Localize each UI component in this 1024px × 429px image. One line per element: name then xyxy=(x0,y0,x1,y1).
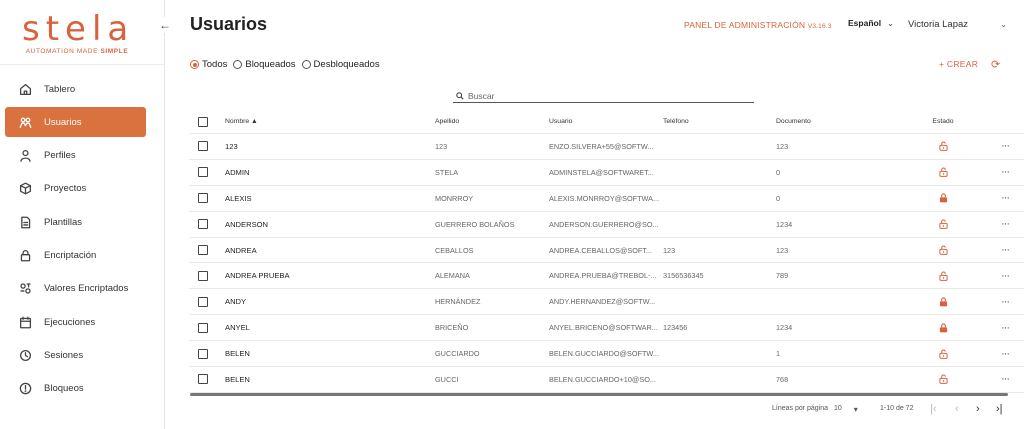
cell-documento: 1234 xyxy=(776,323,793,333)
row-checkbox[interactable] xyxy=(198,219,208,229)
table-row[interactable] xyxy=(189,238,1024,264)
sidebar xyxy=(0,0,165,429)
history-icon xyxy=(18,348,32,362)
cell-nombre: ANYEL xyxy=(225,323,250,333)
sidebar-item-valores-encriptados[interactable] xyxy=(5,274,146,304)
cube-icon xyxy=(18,182,32,196)
more-options-icon[interactable]: ··· xyxy=(1001,244,1009,256)
cell-apellido: GUERRERO BOLAÑOS xyxy=(435,219,515,229)
cell-telefono xyxy=(663,367,763,392)
cell-apellido: BRICEÑO xyxy=(435,323,469,333)
panel-label: PANEL DE ADMINISTRACIÓN V3.16.3 xyxy=(684,20,832,30)
sidebar-item-label: Proyectos xyxy=(44,183,87,195)
cell-telefono xyxy=(663,289,763,314)
alert-icon xyxy=(18,382,32,396)
cell-telefono xyxy=(663,341,763,366)
table-row[interactable] xyxy=(189,160,1024,186)
divider xyxy=(0,64,165,65)
row-checkbox[interactable] xyxy=(198,141,208,151)
sidebar-item-label: Tablero xyxy=(44,83,76,95)
sidebar-item-label: Valores Encriptados xyxy=(44,283,129,295)
table-row[interactable] xyxy=(189,341,1024,367)
cell-telefono: 123456 xyxy=(663,323,688,333)
sidebar-item-label: Sesiones xyxy=(44,349,84,361)
page-range: 1-10 de 72 xyxy=(880,405,914,412)
search-input[interactable] xyxy=(468,91,748,101)
cell-usuario: ANDREA.PRUEBA@TREBOL-... xyxy=(549,271,657,281)
lock-open-icon[interactable] xyxy=(933,367,953,392)
cell-nombre: ALEXIS xyxy=(225,193,252,203)
more-options-icon[interactable]: ··· xyxy=(1001,373,1009,386)
cell-usuario: ANDERSON.GUERRERO@SO... xyxy=(549,219,659,229)
cell-nombre: 123 xyxy=(225,141,238,151)
radio-icon xyxy=(190,60,199,69)
lock-open-icon[interactable] xyxy=(933,134,953,159)
lock-open-icon[interactable] xyxy=(933,263,953,288)
rows-per-page-select[interactable]: 10 ▾ xyxy=(834,405,858,414)
cell-nombre: ANDERSON xyxy=(225,219,269,229)
key-icon xyxy=(18,282,32,296)
more-options-icon[interactable]: ··· xyxy=(1001,218,1009,231)
user-icon xyxy=(18,149,32,163)
chevron-down-icon: ▾ xyxy=(853,405,858,414)
cell-usuario: ALEXIS.MONRROY@SOFTWA... xyxy=(549,193,660,203)
more-options-icon[interactable]: ··· xyxy=(1001,140,1009,153)
column-header-apellido[interactable]: Apellido xyxy=(435,118,460,125)
rows-per-page-label: Líneas por página xyxy=(772,405,829,412)
cell-apellido: GUCCIARDO xyxy=(435,349,480,359)
row-checkbox[interactable] xyxy=(198,297,208,307)
cell-apellido: 123 xyxy=(435,141,448,151)
cell-telefono: 3156536345 xyxy=(663,271,704,281)
users-icon xyxy=(18,115,32,129)
radio-icon xyxy=(302,60,311,69)
lock-closed-icon[interactable] xyxy=(933,289,953,314)
cell-documento: 123 xyxy=(776,245,789,255)
radio-icon xyxy=(233,60,242,69)
table-header xyxy=(189,110,1024,134)
row-checkbox[interactable] xyxy=(198,245,208,255)
home-icon xyxy=(18,82,32,96)
search-box xyxy=(453,90,754,103)
cell-apellido: CEBALLOS xyxy=(435,245,474,255)
language-select[interactable]: Español ⌄ xyxy=(848,18,894,28)
cell-usuario: BELEN.GUCCIARDO+10@SO... xyxy=(549,374,656,384)
row-checkbox[interactable] xyxy=(198,349,208,359)
sidebar-item-bloqueos[interactable] xyxy=(5,374,146,404)
cell-nombre: ADMIN xyxy=(225,167,250,177)
create-button[interactable]: + CREAR xyxy=(939,59,979,69)
cell-documento: 0 xyxy=(776,193,781,203)
column-header-usuario[interactable]: Usuario xyxy=(549,118,573,125)
search-icon xyxy=(456,92,464,100)
sidebar-item-label: Usuarios xyxy=(44,116,82,128)
cell-nombre: BELEN xyxy=(225,349,250,359)
cell-documento xyxy=(776,289,876,314)
sidebar-item-plantillas[interactable] xyxy=(5,207,146,237)
table-row[interactable] xyxy=(189,263,1024,289)
document-icon xyxy=(18,215,32,229)
cell-usuario: BELEN.GUCCIARDO@SOFTW... xyxy=(549,349,659,359)
column-header-nombre[interactable]: Nombre ▲ xyxy=(225,118,258,125)
sidebar-item-label: Plantillas xyxy=(44,216,83,228)
lock-open-icon[interactable] xyxy=(933,160,953,185)
cell-telefono xyxy=(663,212,763,237)
sidebar-item-label: Encriptación xyxy=(44,249,97,261)
sidebar-item-perfiles[interactable] xyxy=(5,141,146,171)
sidebar-item-sesiones[interactable] xyxy=(5,340,146,370)
cell-usuario: ADMINSTELA@SOFTWARET... xyxy=(549,167,654,177)
cell-nombre: ANDREA PRUEBA xyxy=(225,271,290,281)
more-options-icon[interactable]: ··· xyxy=(1001,166,1009,179)
sidebar-item-label: Bloqueos xyxy=(44,383,84,395)
user-select[interactable]: Victoria Lapaz ⌄ xyxy=(908,18,1007,30)
page-title: Usuarios xyxy=(190,14,268,34)
cell-documento: 123 xyxy=(776,141,789,151)
cell-apellido: GUCCI xyxy=(435,374,459,384)
row-checkbox[interactable] xyxy=(198,167,208,177)
table-row[interactable] xyxy=(189,212,1024,238)
cell-apellido: MONRROY xyxy=(435,193,474,203)
chevron-down-icon: ⌄ xyxy=(887,18,894,28)
table-row[interactable] xyxy=(189,367,1024,393)
sidebar-nav xyxy=(5,74,146,407)
cell-telefono xyxy=(663,186,763,211)
logo-wordmark: stela xyxy=(22,9,135,49)
more-options-icon[interactable]: ··· xyxy=(1001,347,1009,360)
calendar-icon xyxy=(18,315,32,329)
sidebar-item-ejecuciones[interactable] xyxy=(5,307,146,337)
sidebar-item-encriptacion[interactable] xyxy=(5,240,146,270)
logo xyxy=(22,9,135,55)
cell-documento: 768 xyxy=(776,374,789,384)
cell-apellido: ALEMANA xyxy=(435,271,470,281)
table-row[interactable] xyxy=(189,315,1024,341)
first-page-icon[interactable]: |‹ xyxy=(930,403,937,415)
refresh-icon[interactable]: ⟳ xyxy=(991,59,1001,71)
logo-tagline: AUTOMATION MADE SIMPLE xyxy=(25,48,129,55)
cell-documento: 0 xyxy=(776,167,781,177)
cell-documento: 789 xyxy=(776,271,789,281)
filter-desbloqueados[interactable]: Desbloqueados xyxy=(302,59,380,70)
cell-telefono xyxy=(663,134,763,159)
users-table xyxy=(189,110,1024,393)
row-checkbox[interactable] xyxy=(198,374,208,384)
chevron-down-icon: ⌄ xyxy=(1000,19,1007,29)
lock-open-icon[interactable] xyxy=(933,212,953,237)
sidebar-item-proyectos[interactable] xyxy=(5,174,146,204)
column-header-estado[interactable]: Estado xyxy=(932,118,954,125)
row-checkbox[interactable] xyxy=(198,193,208,203)
lock-open-icon[interactable] xyxy=(933,341,953,366)
last-page-icon[interactable]: ›| xyxy=(996,403,1003,415)
status-filter xyxy=(190,59,380,70)
more-options-icon[interactable]: ··· xyxy=(1001,192,1009,205)
cell-nombre: ANDREA xyxy=(225,245,257,255)
cell-apellido: HERNÁNDEZ xyxy=(435,297,481,307)
cell-documento: 1234 xyxy=(776,219,793,229)
lock-icon xyxy=(18,248,32,262)
cell-nombre: BELEN xyxy=(225,374,250,384)
next-page-icon[interactable]: › xyxy=(976,403,980,415)
more-options-icon[interactable]: ··· xyxy=(1001,269,1009,282)
row-checkbox[interactable] xyxy=(198,271,208,281)
horizontal-scrollbar[interactable] xyxy=(190,393,1008,396)
cell-documento: 1 xyxy=(776,349,781,359)
sidebar-item-label: Perfiles xyxy=(44,150,76,162)
cell-usuario: ANDY.HERNANDEZ@SOFTW... xyxy=(549,297,656,307)
cell-usuario: ANYEL.BRICENO@SOFTWAR... xyxy=(549,323,658,333)
select-all-checkbox[interactable] xyxy=(198,117,208,127)
table-row[interactable] xyxy=(189,186,1024,212)
table-row[interactable] xyxy=(189,134,1024,160)
row-checkbox[interactable] xyxy=(198,323,208,333)
cell-usuario: ANDREA.CEBALLOS@SOFT... xyxy=(549,245,653,255)
cell-telefono: 123 xyxy=(663,245,676,255)
cell-telefono xyxy=(663,160,763,185)
cell-nombre: ANDY xyxy=(225,297,247,307)
more-options-icon[interactable]: ··· xyxy=(1001,295,1009,308)
lock-closed-icon[interactable] xyxy=(933,315,953,340)
more-options-icon[interactable]: ··· xyxy=(1001,321,1009,334)
lock-open-icon[interactable] xyxy=(933,238,953,263)
column-header-documento[interactable]: Documento xyxy=(776,118,811,125)
filter-todos[interactable]: Todos xyxy=(190,59,227,70)
cell-apellido: STELA xyxy=(435,167,459,177)
filter-bloqueados[interactable]: Bloqueados xyxy=(233,59,295,70)
cell-usuario: ENZO.SILVERA+55@SOFTW... xyxy=(549,141,654,151)
sidebar-item-tablero[interactable] xyxy=(5,74,146,104)
table-row[interactable] xyxy=(189,289,1024,315)
collapse-sidebar-icon[interactable]: ← xyxy=(159,18,171,32)
sidebar-item-usuarios[interactable] xyxy=(5,107,146,137)
sidebar-item-label: Ejecuciones xyxy=(44,316,96,328)
lock-closed-icon[interactable] xyxy=(933,186,953,211)
column-header-telefono[interactable]: Teléfono xyxy=(663,118,689,125)
version-label: V3.16.3 xyxy=(807,23,832,30)
prev-page-icon[interactable]: ‹ xyxy=(955,403,959,415)
